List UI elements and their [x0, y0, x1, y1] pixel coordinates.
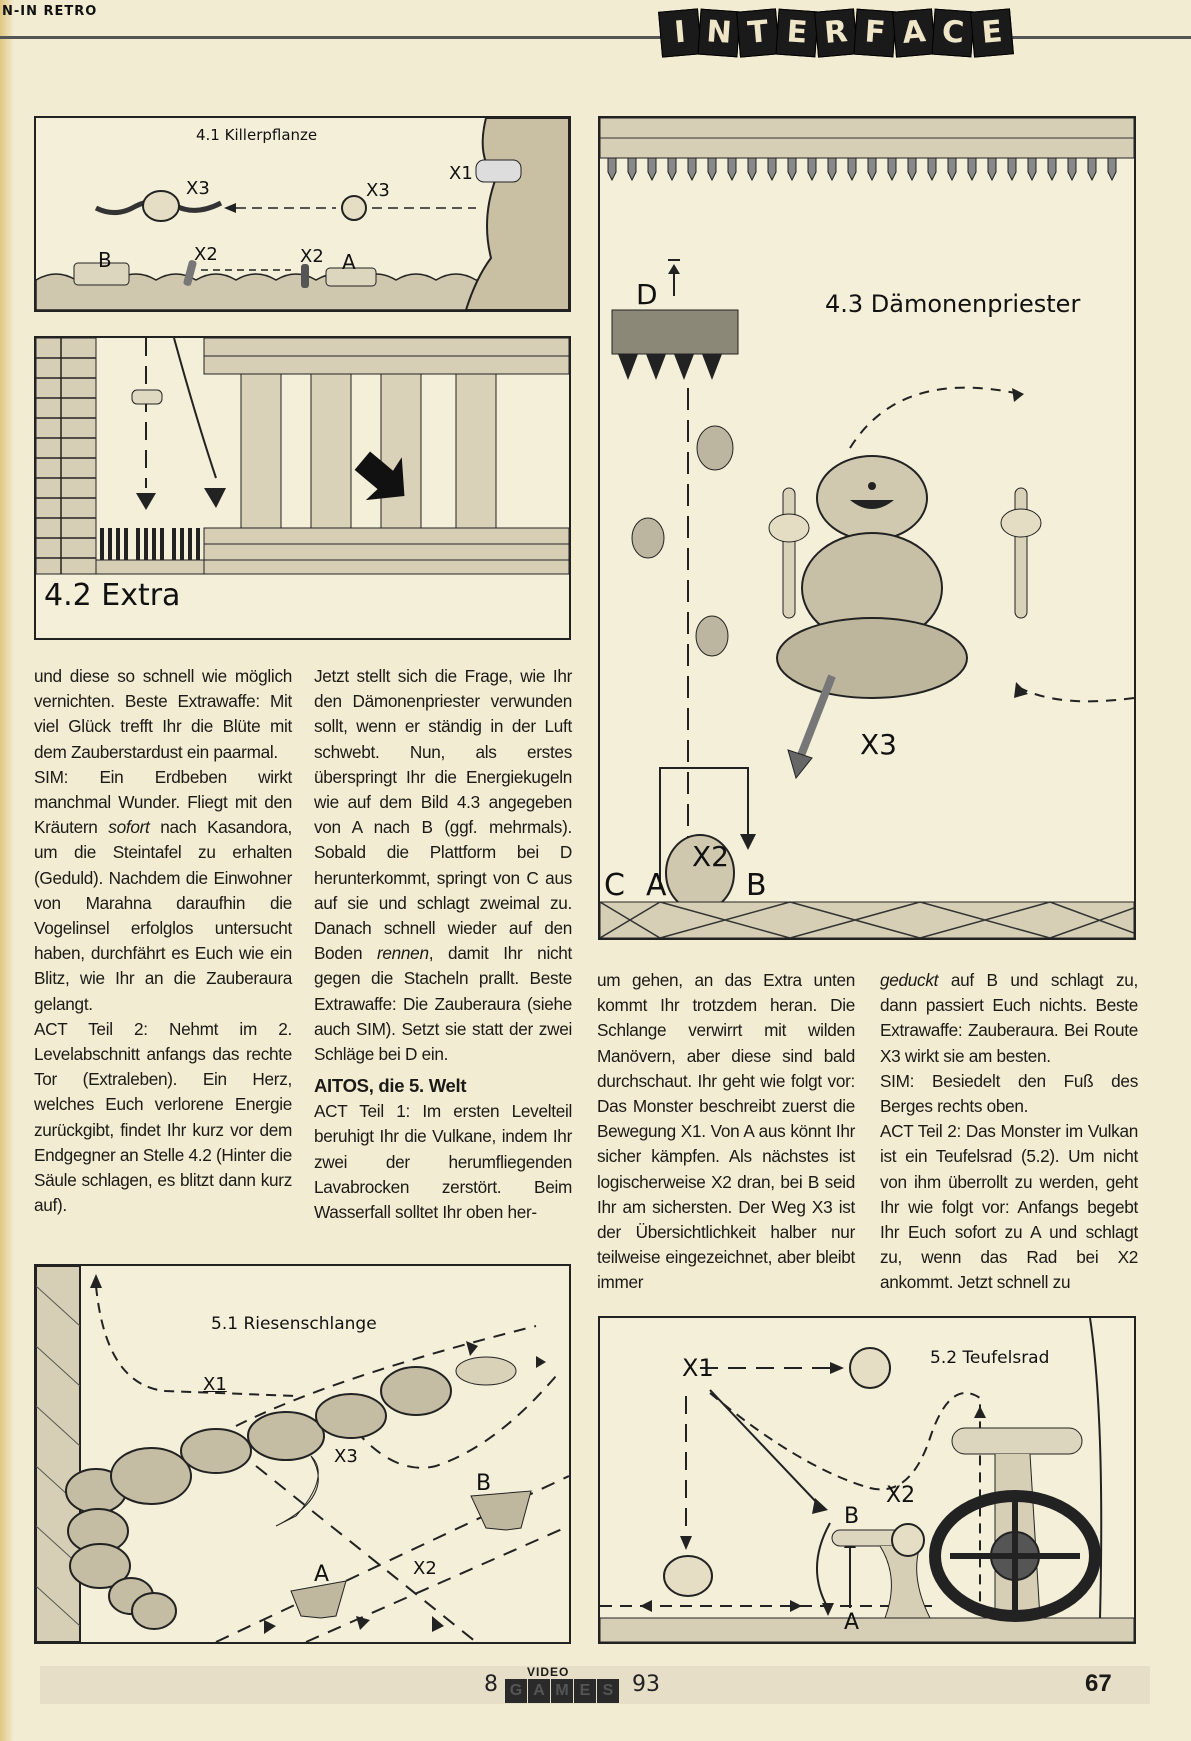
figure-4-1-drawing — [36, 118, 569, 310]
label-x3: X3 — [860, 728, 897, 761]
label-a: A — [342, 250, 356, 274]
logo-letter-tile: T — [736, 8, 780, 57]
text-run: SIM: Besiedelt den Fuß des Berges rechts oben. — [880, 1070, 1138, 1117]
label-b: B — [98, 248, 112, 272]
text-run: ACT Teil 2: Das Monster im Vulkan ist ein Teufelsrad (5.2). Um nicht von ihm überrollt zu werden, geht Ihr wie folgt vor: Anfangs begebt Ihr Euch sofort zu A und schlagt zu, wenn das Rad bei X2 ankommt. Jetzt schnell zu — [880, 1121, 1138, 1293]
section-tag: N-IN RETRO — [2, 4, 98, 19]
label-x1: X1 — [449, 163, 473, 184]
paragraph — [880, 1119, 1138, 1295]
issue-year: 93 — [632, 1672, 660, 1697]
logo-video-text: VIDEO — [527, 1665, 570, 1679]
logo-games-tiles — [505, 1679, 620, 1703]
label-a: A — [844, 1610, 860, 1635]
label-x3: X3 — [366, 180, 390, 201]
logo-letter-tile: R — [814, 8, 858, 57]
label-a: A — [314, 1562, 330, 1587]
text-column-1 — [34, 664, 292, 1218]
figure-5-1-riesenschlange — [34, 1264, 571, 1644]
paragraph — [34, 765, 292, 1017]
label-x2: X2 — [194, 244, 218, 265]
figure-title: 5.2 Teufelsrad — [930, 1348, 1050, 1368]
logo-letter-tile: A — [892, 8, 936, 57]
text-run: Jetzt stellt sich die Frage, wie Ihr den Dämonenpriester verwunden sollt, wenn er ständig in der Luft schwebt. Nun, als erstes überspringt Ihr die Energiekugeln wie auf dem Bild 4.3 angegeben von A nach B (ggf. mehrmals). Sobald die Plattform bei D herunterkommt, springt von C aus auf sie und schlagt zweimal zu. Danach schnell wieder auf den Boden — [314, 666, 572, 964]
figure-5-2-teufelsrad — [598, 1316, 1136, 1644]
logo-letter-tile: E — [775, 9, 818, 58]
paragraph — [34, 1017, 292, 1219]
figure-title: 5.1 Riesenschlange — [211, 1314, 377, 1334]
text-run: SIM: Ein Erdbeben wirkt manchmal Wunder. Fliegt mit den Kräutern — [34, 766, 292, 838]
logo-letter-tile: E — [970, 8, 1014, 57]
text-column-4 — [880, 968, 1138, 1296]
label-x2: X2 — [692, 840, 729, 873]
logo-games-letter: G — [505, 1679, 527, 1703]
figure-title: 4.3 Dämonenpriester — [825, 290, 1081, 318]
figure-5-2-drawing — [600, 1318, 1134, 1642]
logo-letter-tile: I — [658, 8, 702, 57]
label-x1: X1 — [203, 1374, 227, 1395]
label-x2: X2 — [413, 1558, 437, 1579]
label-x3: X3 — [186, 178, 210, 199]
label-x2: X2 — [886, 1483, 916, 1508]
page-number: 67 — [1085, 1670, 1112, 1697]
paragraph — [34, 664, 292, 765]
paragraph — [314, 664, 572, 1067]
text-run-italic: rennen — [376, 943, 429, 964]
label-c: C — [604, 868, 625, 903]
text-run: und diese so schnell wie möglich vernichten. Beste Extrawaffe: Mit viel Glück trefft Ihr die Blüte mit dem Zauberstardust ein paarmal. — [34, 666, 292, 762]
issue-month: 8 — [484, 1672, 498, 1697]
paragraph — [880, 1069, 1138, 1119]
label-x1: X1 — [682, 1354, 714, 1382]
label-x3: X3 — [334, 1446, 358, 1467]
paper-edge — [0, 0, 14, 1741]
text-run: nach Kasandora, um die Steintafel zu erhalten (Geduld). Nachdem die Einwohner von Marahna daraufhin die Vogelinsel erfolglos untersucht haben, durchfährt es Euch wie ein Blitz, wie Ihr an die Zauberaura gelangt. — [34, 817, 292, 1014]
label-b: B — [746, 868, 767, 903]
logo-letter-tile: F — [853, 9, 896, 58]
paragraph — [597, 968, 855, 1296]
video-games-logo — [505, 1665, 623, 1707]
logo-letter-tile: C — [931, 9, 974, 58]
interface-logo — [660, 10, 1011, 56]
section-heading: AITOS, die 5. Welt — [314, 1075, 467, 1097]
text-run-italic: sofort — [108, 817, 150, 838]
logo-letter-tile: N — [697, 9, 740, 58]
text-column-2 — [314, 664, 572, 1225]
label-d: D — [636, 278, 658, 311]
figure-4-3-daemonenpriester — [598, 116, 1136, 940]
text-run: um gehen, an das Extra unten kommt Ihr trotzdem heran. Die Schlange verwirrt mit wilden Manövern, aber diese sind bald durchschaut. Ihr geht wie folgt vor: Das Monster beschreibt zuerst die Bewegung X1. Von A aus könnt Ihr sicher kämpfen. Als nächstes ist logischerweise X2 dran, bei B seid Ihr am sichersten. Der Weg X3 ist der Übersichtlichkeit halber nur teilweise eingezeichnet, aber bleibt immer — [597, 970, 855, 1293]
logo-games-letter: S — [597, 1679, 619, 1703]
figure-4-2-extra — [34, 336, 571, 640]
label-b: B — [476, 1471, 492, 1496]
text-run: ACT Teil 1: Im ersten Levelteil beruhigt Ihr die Vulkane, indem Ihr zwei der herumfliegenden Lavabrocken zerstört. Beim Wasserfall solltet Ihr oben her- — [314, 1101, 572, 1223]
paragraph — [880, 968, 1138, 1069]
figure-4-3-drawing — [600, 118, 1134, 938]
figure-title: 4.2 Extra — [44, 578, 181, 613]
figure-4-1-killerpflanze — [34, 116, 571, 312]
text-run: , damit Ihr nicht gegen die Stacheln prallt. Beste Extrawaffe: Die Zauberaura (siehe auch SIM). Setzt sie statt der zwei Schläge bei D ein. — [314, 943, 572, 1065]
text-run: auf B und schlagt zu, dann passiert Euch nichts. Beste Extrawaffe: Zauberaura. Bei Route X3 wirkt sie am besten. — [880, 970, 1138, 1066]
paragraph — [314, 1099, 572, 1225]
text-column-3 — [597, 968, 855, 1296]
text-run-italic: geduckt — [880, 970, 939, 990]
label-b: B — [844, 1504, 860, 1529]
figure-title: 4.1 Killerpflanze — [196, 126, 318, 144]
logo-games-letter: A — [528, 1679, 550, 1703]
label-a: A — [646, 868, 667, 903]
label-x2: X2 — [300, 246, 324, 267]
logo-games-letter: M — [551, 1679, 573, 1703]
text-run: ACT Teil 2: Nehmt im 2. Levelabschnitt anfangs das rechte Tor (Extraleben). Ein Herz, welches Euch verlorene Energie zurückgibt, findet Ihr kurz vor dem Endgegner an Stelle 4.2 (Hinter die Säule schlagen, es blitzt dann kurz auf). — [34, 1018, 292, 1216]
logo-games-letter: E — [574, 1679, 596, 1703]
